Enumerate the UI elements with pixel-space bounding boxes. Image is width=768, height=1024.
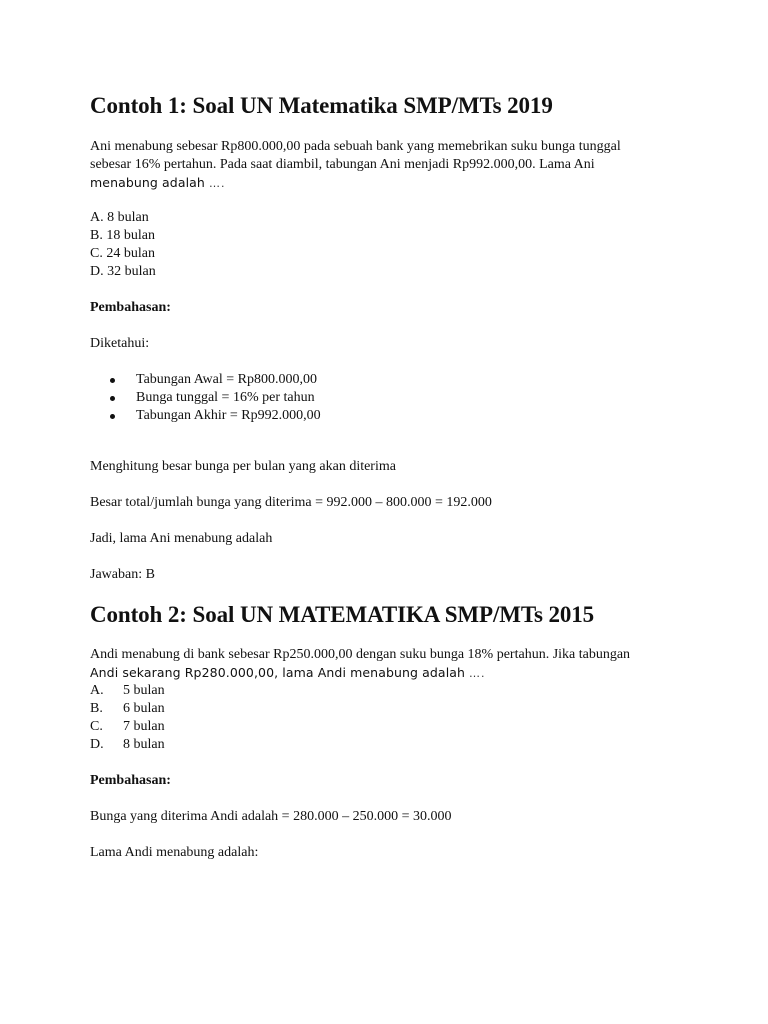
example-2-question-ellipsis: …. [469,667,486,680]
example-1-answer: Jawaban: B [90,567,155,582]
list-item-text: Tabungan Awal = Rp800.000,00 [136,372,318,387]
example-1-question-ellipsis: …. [208,177,226,190]
example-2-question-tail: Andi sekarang Rp280.000,00, lama Andi menabung adalah [90,665,466,680]
example-2-step-1: Bunga yang diterima Andi adalah = 280.000 – 250.000 = 30.000 [90,809,452,824]
example-2-option-b-text: 6 bulan [123,701,165,716]
example-1-option-d: D. 32 bulan [90,264,156,279]
example-2-question-line-2 [90,664,486,683]
example-1-option-c: C. 24 bulan [90,246,155,261]
example-1-option-b: B. 18 bulan [90,228,155,243]
example-2-question-line-1: Andi menabung di bank sebesar Rp250.000,00 dengan suku bunga 18% pertahun. Jika tabungan [90,647,631,662]
bullet-icon [110,414,115,419]
bullet-icon [110,378,115,383]
example-1-pembahasan-heading: Pembahasan: [90,300,171,315]
example-2-title: Contoh 2: Soal UN MATEMATIKA SMP/MTs 2015 [90,602,595,627]
example-1-step-1: Menghitung besar bunga per bulan yang akan diterima [90,459,396,474]
example-1-question-line-3 [90,174,225,193]
example-1-question-tail: menabung adalah [90,175,205,190]
example-1-diketahui-label: Diketahui: [90,336,150,351]
list-item-text: Tabungan Akhir = Rp992.000,00 [136,408,321,423]
bullet-icon [110,396,115,401]
example-2-pembahasan-heading: Pembahasan: [90,773,171,788]
example-1-step-3: Jadi, lama Ani menabung adalah [90,531,273,546]
list-item-text: Bunga tunggal = 16% per tahun [136,390,315,405]
example-1-title: Contoh 1: Soal UN Matematika SMP/MTs 2019 [90,93,553,118]
example-2-step-2: Lama Andi menabung adalah: [90,845,259,860]
example-1-question-line-1: Ani menabung sebesar Rp800.000,00 pada sebuah bank yang memebrikan suku bunga tunggal [90,139,621,154]
example-2-option-d-letter: D. [90,737,104,752]
example-1-question-line-2: sebesar 16% pertahun. Pada saat diambil, tabungan Ani menjadi Rp992.000,00. Lama Ani [90,157,595,172]
example-1-step-2: Besar total/jumlah bunga yang diterima = 992.000 – 800.000 = 192.000 [90,495,492,510]
example-2-option-d-text: 8 bulan [123,737,165,752]
example-2-option-a-text: 5 bulan [123,683,165,698]
example-2-option-b-letter: B. [90,701,103,716]
example-2-option-a-letter: A. [90,683,104,698]
example-1-option-a: A. 8 bulan [90,210,149,225]
example-2-option-c-letter: C. [90,719,103,734]
example-2-option-c-text: 7 bulan [123,719,165,734]
